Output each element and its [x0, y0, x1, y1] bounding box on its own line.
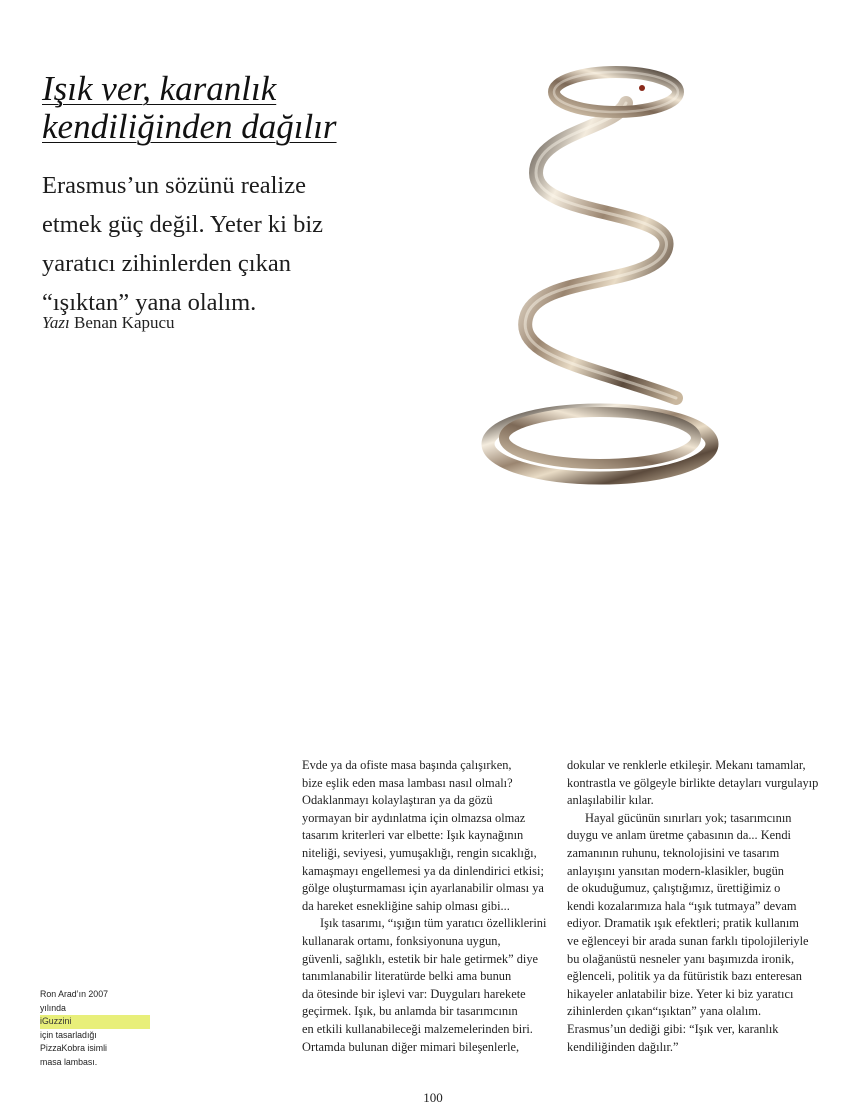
body-line: gölge oluşturmaması için ayarlanabilir olması ya	[302, 881, 544, 896]
body-line: Ortamda bulunan diğer mimari bileşenlerle,	[302, 1039, 520, 1054]
caption-line: masa lambası.	[40, 1056, 98, 1067]
body-line: tanımlanabilir literatürde belki ama bunun	[302, 969, 512, 984]
body-line: Işık tasarımı, “ışığın tüm yaratıcı özelliklerini	[320, 916, 547, 931]
body-line: güvenli, sağlıklı, estetik bir hale getirmek” diye	[302, 951, 539, 966]
body-line: ediyor. Dramatik ışık efektleri; pratik kullanım	[567, 916, 799, 931]
photo-caption	[40, 988, 150, 1070]
body-line: niteliği, seviyesi, yumuşaklığı, rengin sıcaklığı,	[302, 845, 537, 860]
body-line: eğlenceli, politik ya da fütüristik bazı enteresan	[567, 969, 802, 984]
page-number: 100	[423, 1090, 443, 1105]
byline	[42, 313, 175, 333]
byline-prefix: Yazı	[42, 313, 70, 332]
body-line: ve eğlenceyi bir arada sunan farklı tipolojileriyle	[567, 933, 809, 948]
body-line: yormayan bir aydınlatma için olmazsa olmaz	[302, 810, 526, 825]
caption-line: PizzaKobra isimli	[40, 1043, 107, 1054]
body-column-1	[302, 757, 564, 1056]
body-line: Erasmus’un dediği gibi: “Işık ver, karanlık	[567, 1021, 779, 1036]
body-line: da ötesinde bir işlevi var: Duyguları harekete	[302, 986, 526, 1001]
body-line: da hareket esnekliğine sahip olması gibi...	[302, 898, 510, 913]
body-line: anlayışını yansıtan modern-klasikler, bugün	[567, 863, 784, 878]
author-name: Benan Kapucu	[73, 313, 175, 332]
body-line: en etkili kullanabileceği malzemelerinden biri.	[302, 1021, 533, 1036]
body-line: dokular ve renklerle etkileşir. Mekanı tamamlar,	[567, 758, 806, 772]
spiral-lamp-image	[476, 58, 726, 498]
body-line: zamanının ruhunu, teknolojisini ve tasarım	[567, 845, 780, 860]
caption-text: yılında	[40, 1002, 66, 1013]
body-line: zihinlerden çıkan“ışıktan” yana olalım.	[567, 1004, 762, 1019]
subtitle-line: Erasmus’un sözünü realize	[42, 172, 306, 199]
brand-name: iGuzzini	[40, 1015, 150, 1029]
body-line: anlaşılabilir kılar.	[567, 793, 654, 808]
subtitle-line: yaratıcı zihinlerden çıkan	[42, 250, 291, 277]
caption-line: için tasarladığı	[40, 1029, 97, 1040]
body-line: de okuduğumuz, çalıştığımız, ürettiğimiz o	[567, 881, 781, 896]
caption-line: Ron Arad’ın 2007	[40, 989, 108, 999]
subtitle-line: etmek güç değil. Yeter ki biz	[42, 211, 324, 238]
lamp-switch	[639, 85, 645, 91]
lamp-inner-coil	[504, 412, 696, 464]
article-title	[42, 70, 362, 146]
title-line: Işık ver, karanlık	[42, 69, 277, 108]
body-line: kendi kozalarımıza hala “ışık tutmaya” devam	[567, 898, 797, 913]
body-line: hikayeler anlatabilir bize. Yeter ki biz yaratıcı	[567, 986, 794, 1001]
title-line: kendiliğinden dağılır	[42, 107, 337, 146]
body-line: bu olağanüstü nesneler yanı başımızda ironik,	[567, 951, 795, 966]
body-line: geçirmek. Işık, bu anlamda bir tasarımcının	[302, 1004, 518, 1019]
subtitle-line: “ışıktan” yana olalım.	[42, 289, 257, 316]
body-line: tasarım kriterleri var elbette: Işık kaynağının	[302, 828, 524, 843]
caption-line	[40, 1002, 150, 1029]
article-subtitle	[42, 166, 402, 322]
body-line: Odaklanmayı kolaylaştıran ya da gözü	[302, 793, 493, 808]
body-column-2	[567, 757, 829, 1056]
body-line: kontrastla ve gölgeyle birlikte detayları vurgulayıp	[567, 775, 819, 790]
body-line: Hayal gücünün sınırları yok; tasarımcının	[585, 810, 792, 825]
body-line: bize eşlik eden masa lambası nasıl olmalı?	[302, 775, 513, 790]
body-line: Evde ya da ofiste masa başında çalışırken,	[302, 758, 512, 772]
body-line: kamaşmayı engellemesi ya da dinlendirici etkisi;	[302, 863, 544, 878]
body-line: kendiliğinden dağılır.”	[567, 1039, 679, 1054]
body-line: duygu ve anlam üretme çabasının da... Kendi	[567, 828, 791, 843]
body-line: kullanarak ortamı, fonksiyonuna uygun,	[302, 933, 501, 948]
